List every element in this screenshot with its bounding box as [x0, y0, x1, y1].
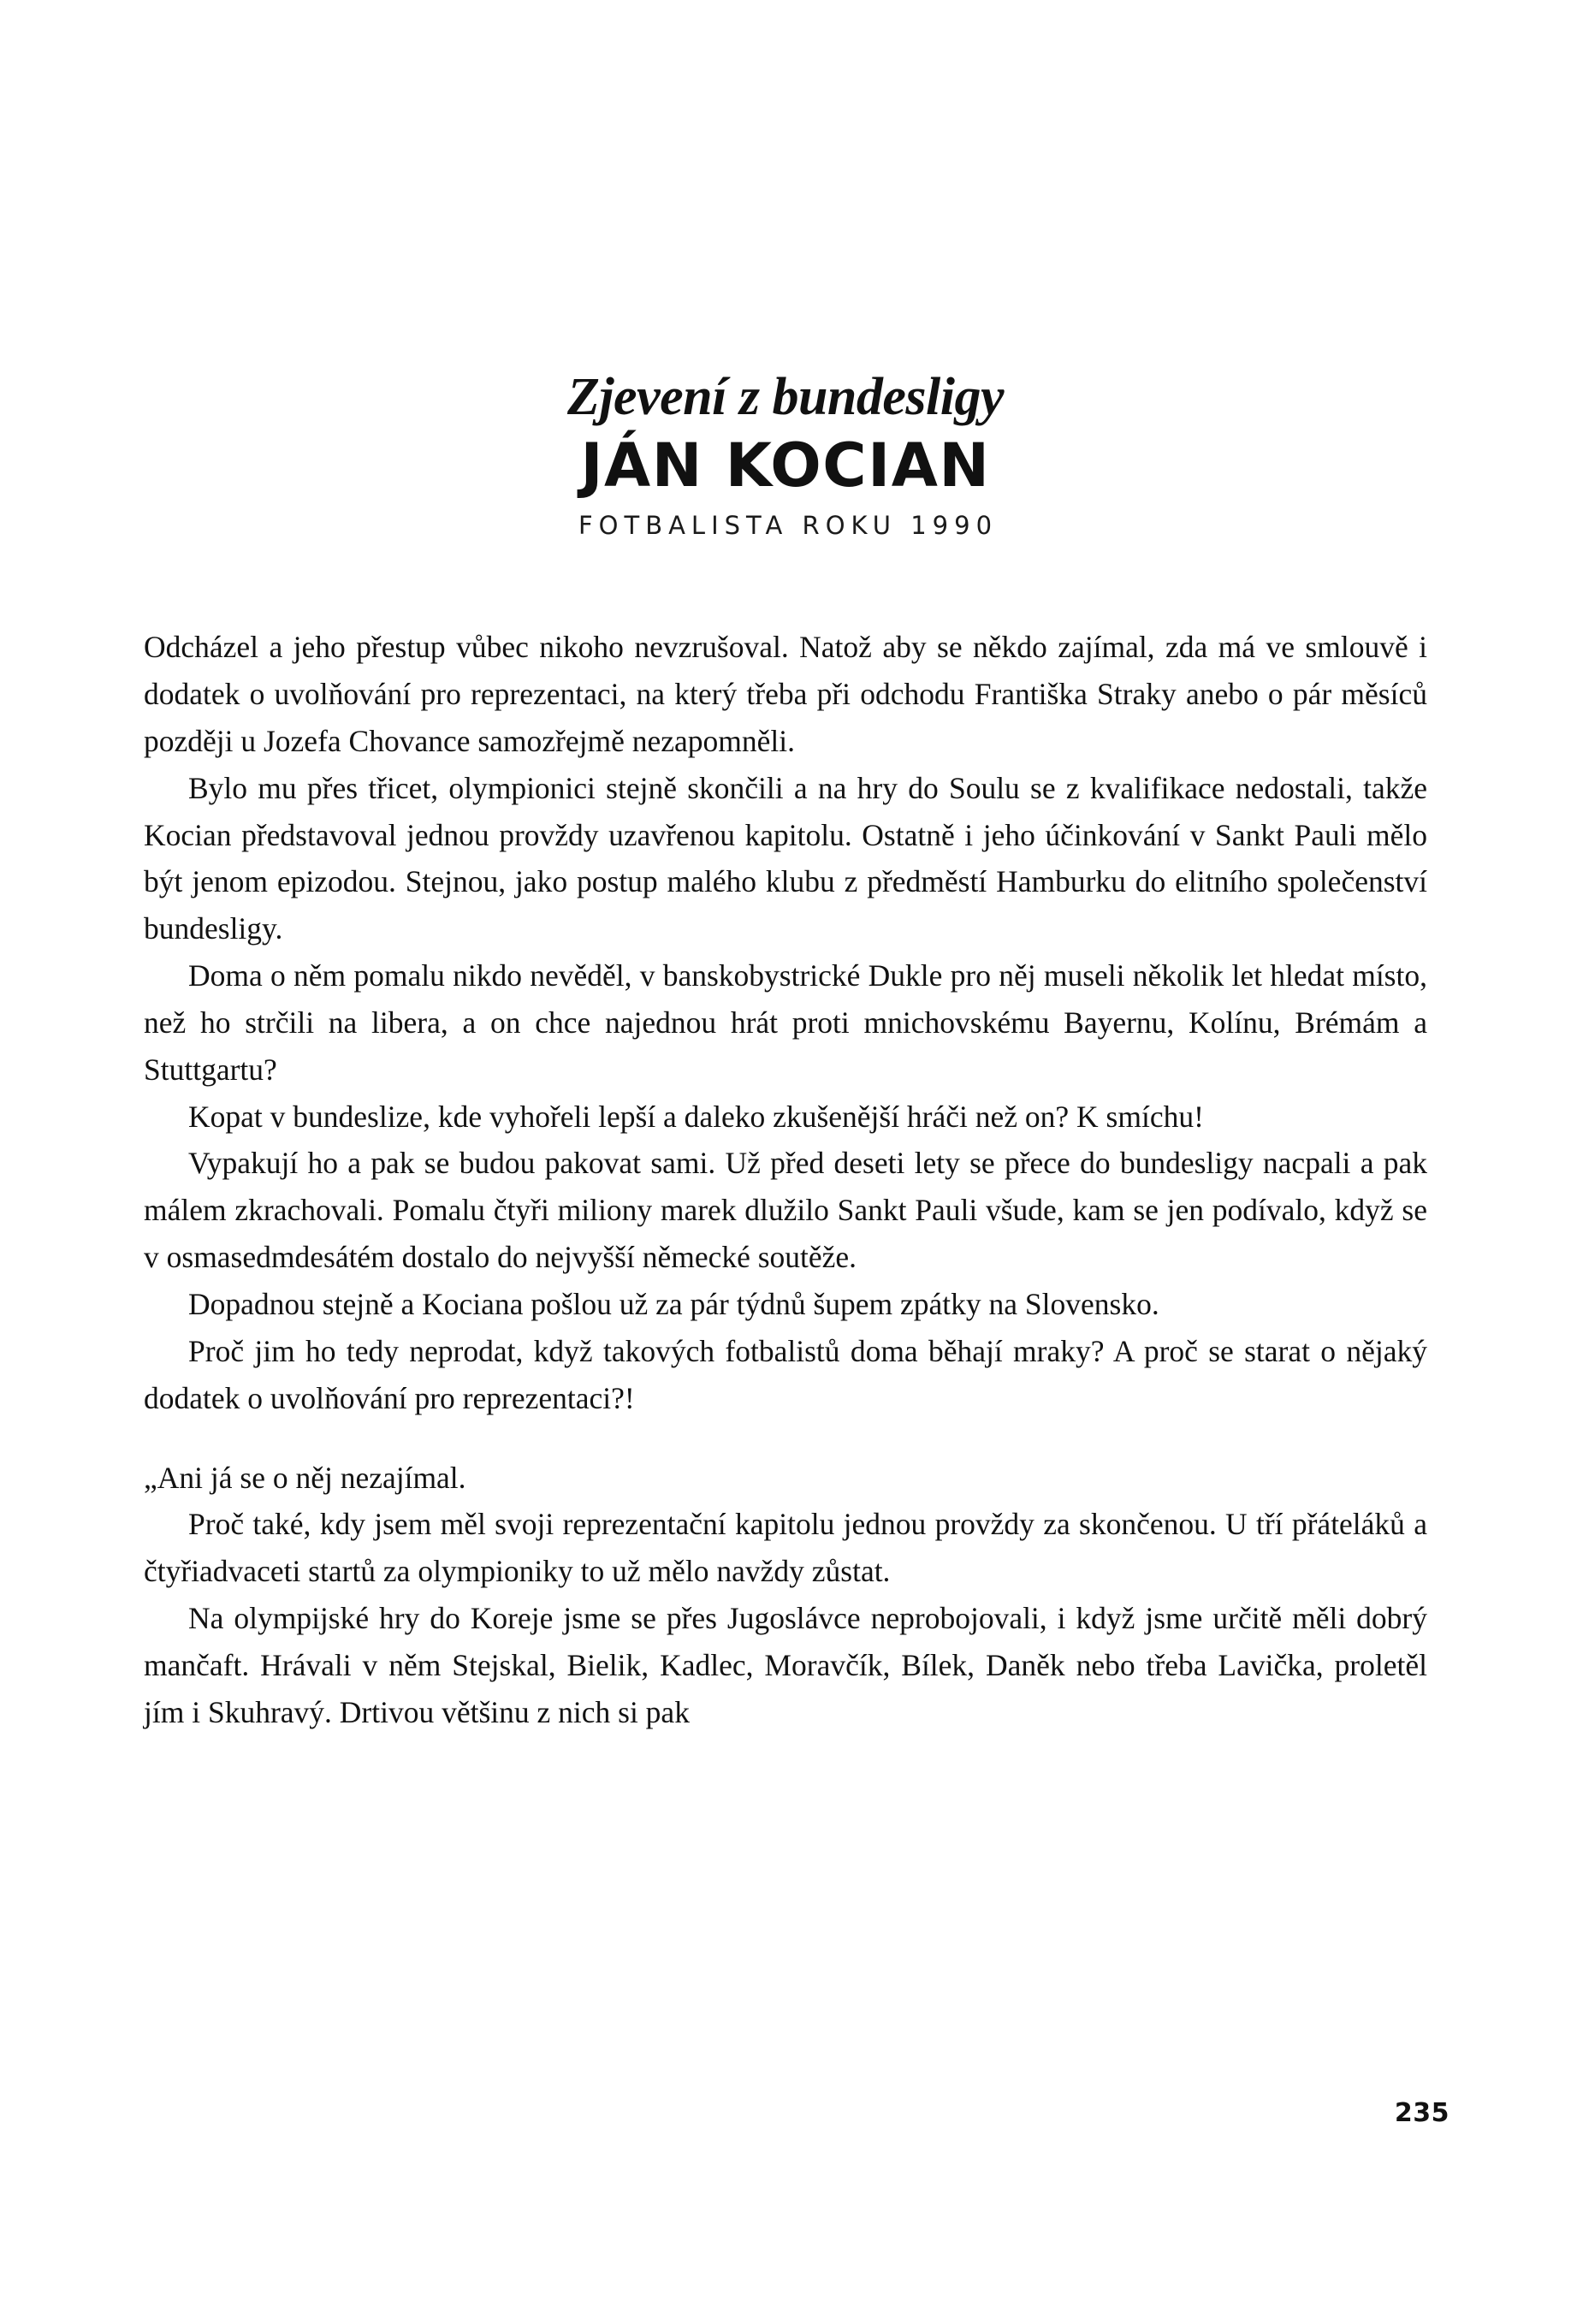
paragraph: Proč také, kdy jsem měl svoji reprezentační kapitolu jednou provždy za skončenou. U tří přáteláků a čtyřiadvaceti startů za olympioniky to už mělo navždy zůstat. — [144, 1507, 1427, 1589]
chapter-header — [144, 368, 1427, 540]
chapter-subtitle: FOTBALISTA ROKU 1990 — [578, 511, 999, 541]
chapter-kicker: Zjevení z bundesligy — [566, 368, 1005, 426]
paragraph: Kopat v bundeslize, kde vyhořeli lepší a daleko zkušenější hráči než on? K smíchu! — [188, 1099, 1204, 1134]
paragraph: Odcházel a jeho přestup vůbec nikoho nevzrušoval. Natož aby se někdo zajímal, zda má ve smlouvě i dodatek o uvolňování pro reprezentaci, na který třeba při odchodu Františka Straky anebo o pár měsíců později u Jozefa Chovance samozřejmě nezapomněli. — [144, 630, 1427, 758]
paragraph: Dopadnou stejně a Kociana pošlou už za pár týdnů šupem zpátky na Slovensko. — [188, 1287, 1159, 1321]
page-number: 235 — [1394, 2098, 1449, 2128]
page-content — [144, 0, 1427, 1736]
paragraph: „Ani já se o něj nezajímal. — [144, 1460, 466, 1495]
body-text — [144, 624, 1427, 1735]
paragraph: Na olympijské hry do Koreje jsme se přes Jugoslávce neprobojovali, i když jsme určitě měli dobrý mančaft. Hrávali v něm Stejskal, Bielik, Kadlec, Moravčík, Bílek, Daněk nebo třeba Lavička, proletěl jím i Skuhravý. Drtivou většinu z nich si pak — [144, 1601, 1427, 1729]
chapter-title-name: JÁN KOCIAN — [580, 430, 991, 501]
paragraph: Bylo mu přes třicet, olympionici stejně skončili a na hry do Soulu se z kvalifikace nedostali, takže Kocian představoval jednou provždy uzavřenou kapitolu. Ostatně i jeho účinkování v Sankt Pauli mělo být jenom epizodou. Stejnou, jako postup malého klubu z předměstí Hamburku do elitního společenství bundesligy. — [144, 770, 1427, 946]
paragraph: Doma o něm pomalu nikdo nevěděl, v banskobystrické Dukle pro něj museli několik let hledat místo, než ho strčili na libera, a on chce najednou hrát proti mnichovskému Bayernu, Kolínu, Brémám a Stuttgartu? — [144, 958, 1427, 1087]
paragraph: Proč jim ho tedy neprodat, když takových fotbalistů doma běhají mraky? A proč se starat o nějaký dodatek o uvolňování pro reprezentaci?! — [144, 1333, 1427, 1415]
paragraph: Vypakují ho a pak se budou pakovat sami. Už před deseti lety se přece do bundesligy nacpali a pak málem zkrachovali. Pomalu čtyři miliony marek dlužilo Sankt Pauli všude, kam se jen podívalo, když se v osmasedmdesátém dostalo do nejvyšší německé soutěže. — [144, 1146, 1427, 1275]
